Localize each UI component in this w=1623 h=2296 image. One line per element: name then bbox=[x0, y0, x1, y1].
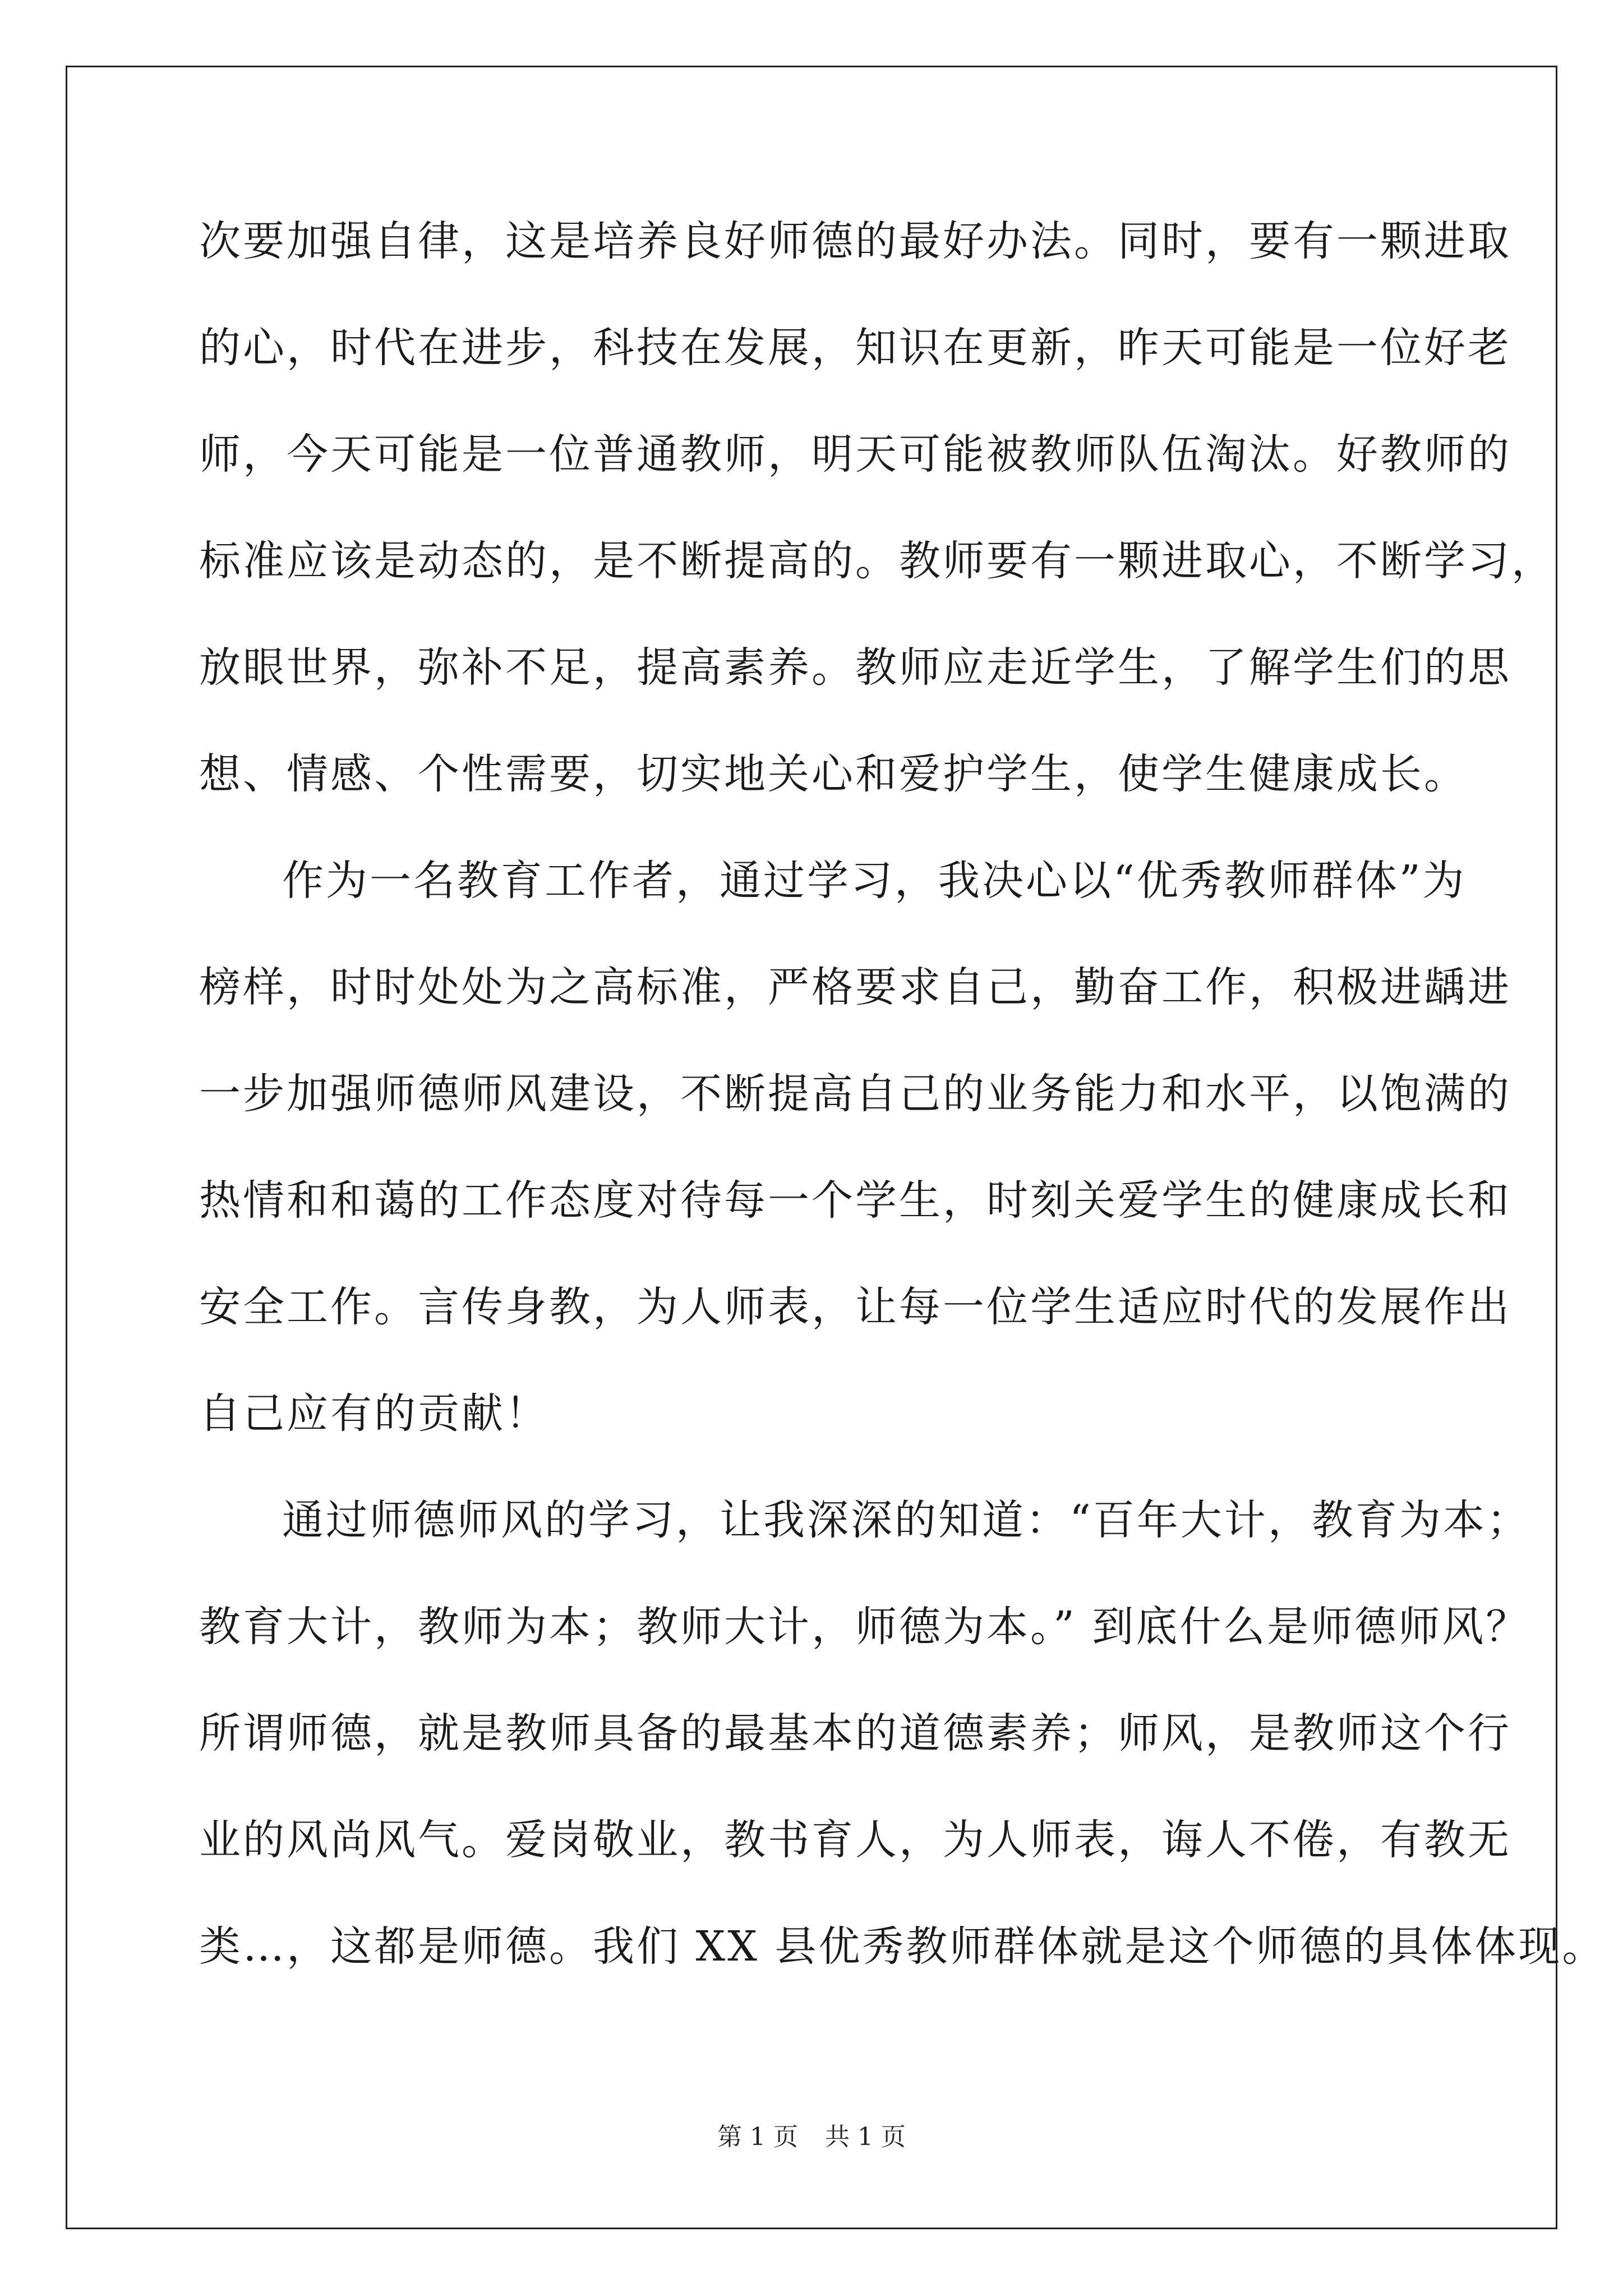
text-line: 所谓师德，就是教师具备的最基本的道德素养；师风，是教师这个行 bbox=[199, 1709, 1511, 1757]
text-line: 的心，时代在进步，科技在发展，知识在更新，昨天可能是一位好老 bbox=[199, 324, 1511, 372]
page-footer bbox=[0, 2120, 1623, 2154]
text-line: 安全工作。言传身教，为人师表，让每一位学生适应时代的发展作出 bbox=[199, 1283, 1511, 1331]
text-line: 想、情感、个性需要，切实地关心和爱护学生，使学生健康成长。 bbox=[199, 750, 1468, 798]
paragraph-first-line: 作为一名教育工作者，通过学习，我决心以“优秀教师群体”为 bbox=[282, 857, 1467, 905]
text-line: 次要加强自律，这是培养良好师德的最好办法。同时，要有一颗进取 bbox=[199, 217, 1511, 265]
text-line: 一步加强师德师风建设，不断提高自己的业务能力和水平，以饱满的 bbox=[199, 1070, 1511, 1118]
text-line: 热情和和蔼的工作态度对待每一个学生，时刻关爱学生的健康成长和 bbox=[199, 1176, 1511, 1225]
text-line: 放眼世界，弥补不足，提高素养。教师应走近学生，了解学生们的思 bbox=[199, 643, 1511, 692]
page-number: 第 1 页 bbox=[717, 2123, 798, 2151]
text-line: 类…，这都是师德。我们 XX 县优秀教师群体就是这个师德的具体体现。 bbox=[199, 1922, 1606, 1971]
text-line: 标准应该是动态的，是不断提高的。教师要有一颗进取心，不断学习， bbox=[199, 537, 1555, 585]
text-line: 自己应有的贡献！ bbox=[199, 1389, 549, 1438]
text-line: 榜样，时时处处为之高标准，严格要求自己，勤奋工作，积极进龋进 bbox=[199, 963, 1511, 1011]
paragraph-first-line: 通过师德师风的学习，让我深深的知道：“百年大计，教育为本； bbox=[282, 1496, 1530, 1544]
text-line: 师，今天可能是一位普通教师，明天可能被教师队伍淘汰。好教师的 bbox=[199, 430, 1511, 478]
page-border bbox=[66, 66, 1557, 2229]
page-total: 共 1 页 bbox=[825, 2123, 906, 2151]
text-line: 业的风尚风气。爱岗敬业，教书育人，为人师表，诲人不倦，有教无 bbox=[199, 1816, 1511, 1864]
text-line: 教育大计，教师为本；教师大计，师德为本。” 到底什么是师德师风？ bbox=[199, 1603, 1530, 1651]
